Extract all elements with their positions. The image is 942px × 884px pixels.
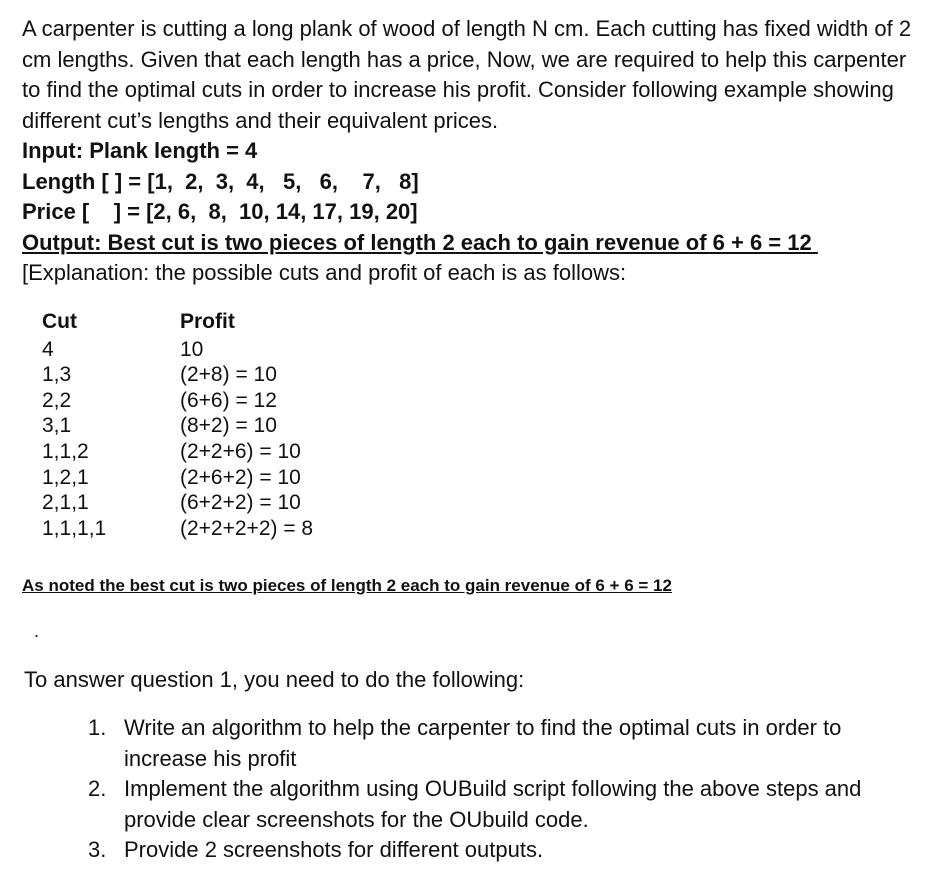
profit-cell: (2+2+2+2) = 8	[180, 516, 314, 540]
profit-cell: (2+6+2) = 10	[180, 465, 301, 489]
cut-header: Cut	[42, 310, 77, 333]
stray-dot: .	[34, 621, 40, 641]
intro-paragraph: A carpenter is cutting a long plank of wood of length N cm. Each cutting has fixed width of 2 cm lengths. Given that each length has a price, Now, we are required to help this carpenter to find the optimal cuts in order to increase his profit. Consider following example showing different cut’s lengths and their equivalent prices.	[22, 16, 912, 133]
profit-header: Profit	[180, 310, 235, 333]
profit-cell: (2+2+6) = 10	[180, 439, 301, 463]
list-item	[88, 713, 908, 774]
step-number: 1.	[88, 715, 107, 740]
profit-cell: (6+2+2) = 10	[180, 491, 301, 515]
profit-cell: (8+2) = 10	[180, 414, 277, 438]
profit-column	[180, 309, 313, 541]
input-line: Input: Plank length = 4	[22, 138, 258, 163]
cut-cell: 1,1,2	[42, 439, 89, 463]
list-item	[88, 774, 908, 835]
cut-column	[42, 309, 106, 541]
cut-cell: 3,1	[42, 414, 72, 438]
length-line: Length [ ] = [1, 2, 3, 4, 5, 6, 7, 8]	[22, 168, 419, 194]
price-line: Price [ ] = [2, 6, 8, 10, 14, 17, 19, 20]	[22, 199, 418, 224]
step-number: 2.	[88, 776, 107, 801]
cut-cell: 2,1,1	[42, 491, 89, 515]
cut-cell: 1,2,1	[42, 465, 89, 489]
cut-cell: 4	[42, 337, 54, 361]
step-text: Write an algorithm to help the carpenter to find the optimal cuts in order to increase his profit	[124, 715, 842, 771]
question-lead: To answer question 1, you need to do the following:	[24, 667, 525, 692]
list-item	[88, 835, 908, 866]
steps-list	[88, 713, 908, 866]
step-text: Implement the algorithm using OUBuild script following the above steps and provide clear screenshots for the OUbuild code.	[124, 776, 862, 832]
cut-cell: 2,2	[42, 388, 72, 412]
step-number: 3.	[88, 837, 107, 862]
problem-statement	[22, 14, 927, 289]
step-text: Provide 2 screenshots for different outputs.	[124, 837, 544, 862]
profit-cell: (2+8) = 10	[180, 363, 277, 387]
profit-cell: 10	[180, 337, 204, 361]
best-cut-note: As noted the best cut is two pieces of length 2 each to gain revenue of 6 + 6 = 12	[22, 576, 672, 595]
explanation-line: [Explanation: the possible cuts and profit of each is as follows:	[22, 260, 627, 285]
profit-cell: (6+6) = 12	[180, 388, 277, 412]
cut-cell: 1,3	[42, 363, 72, 387]
output-line: Output: Best cut is two pieces of length 2 each to gain revenue of 6 + 6 = 12	[22, 229, 818, 255]
cut-cell: 1,1,1,1	[42, 516, 107, 540]
